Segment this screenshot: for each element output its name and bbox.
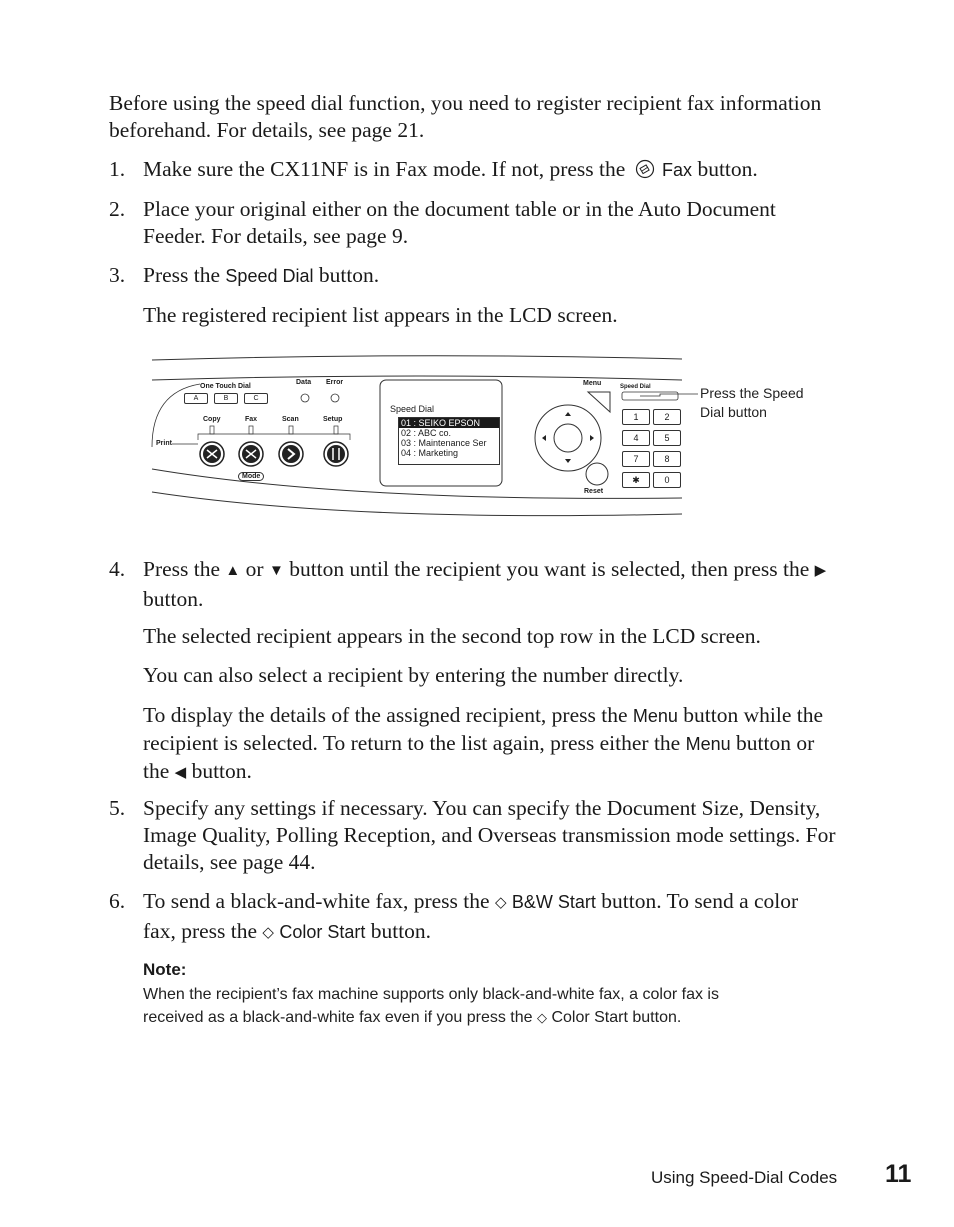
lcd-row: 02 : ABC co.	[401, 428, 452, 438]
speed-dial-button-label: Speed Dial	[225, 266, 314, 286]
step-3-text-before: Press the	[143, 263, 221, 287]
step-6-text	[143, 888, 873, 948]
step-5-number: 5.	[109, 796, 126, 820]
menu-button-label: Menu	[685, 734, 731, 754]
one-touch-key-a: A	[184, 393, 208, 404]
keypad-key-5: 5	[653, 430, 681, 446]
lcd-row: 04 : Marketing	[401, 448, 459, 458]
step-4-text	[143, 556, 873, 613]
start-diamond-icon: ◇	[262, 925, 274, 941]
reset-label: Reset	[584, 488, 604, 495]
step-2-line-2: Feeder. For details, see page 9.	[143, 224, 409, 248]
data-label: Data	[296, 379, 312, 386]
left-arrow-icon: ◀	[174, 765, 187, 781]
keypad-key-0: 0	[653, 472, 681, 488]
keypad-key-1: 1	[622, 409, 650, 425]
step-5-text	[143, 795, 873, 876]
keypad-key-7: 7	[622, 451, 650, 467]
setup-label: Setup	[323, 416, 343, 423]
lcd-row-selected: 01 : SEIKO EPSON	[399, 418, 499, 428]
fax-label: Fax	[245, 416, 258, 423]
step-1-text-after: button.	[697, 157, 758, 181]
keypad-key-8: 8	[653, 451, 681, 467]
step-2-text	[143, 196, 873, 250]
step-4-para-3-text-d: button or	[736, 731, 815, 755]
scan-label: Scan	[282, 416, 299, 423]
step-3-text	[143, 262, 873, 290]
step-4-para-3-text-e: the	[143, 759, 170, 783]
keypad-key-4: 4	[622, 430, 650, 446]
page-number: 11	[885, 1160, 912, 1188]
intro-paragraph	[109, 90, 869, 144]
step-5-line-3: details, see page 44.	[143, 850, 316, 874]
intro-line-2: beforehand. For details, see page 21.	[109, 118, 425, 142]
fax-mode-icon	[635, 159, 655, 179]
mode-label: Mode	[238, 472, 264, 481]
footer-section-title: Using Speed-Dial Codes	[651, 1168, 838, 1187]
menu-button-label: Menu	[632, 706, 678, 726]
step-4-para-3-text-f: button.	[191, 759, 252, 783]
step-4-text-a: Press the	[143, 557, 221, 581]
keypad-key-star: ✱	[622, 472, 650, 488]
step-4-line-2: button.	[143, 587, 204, 611]
bw-start-button-label: B&W Start	[511, 892, 596, 912]
step-6-text-c: fax, press the	[143, 919, 258, 943]
speed-dial-label: Speed Dial	[620, 384, 651, 390]
step-4-para-3-line-2	[143, 730, 873, 758]
right-arrow-icon: ▶	[814, 563, 827, 579]
note-text-a: received as a black-and-white fax even if you press the	[143, 1009, 533, 1026]
color-start-button-label: Color Start	[551, 1009, 628, 1026]
note-body	[143, 983, 863, 1029]
step-4-text-c: button until the recipient you want is selected, then press the	[289, 557, 810, 581]
start-diamond-icon: ◇	[494, 895, 507, 911]
callout-line-2: Dial button	[700, 404, 767, 420]
speed-dial-callout	[700, 384, 804, 422]
step-4-para-3-line-3	[143, 758, 873, 788]
step-3-text-after: button.	[318, 263, 380, 287]
step-6-text-a: To send a black-and-white fax, press the	[143, 889, 490, 913]
callout-line-1: Press the Speed	[700, 385, 804, 401]
start-diamond-icon: ◇	[537, 1010, 547, 1025]
step-4-para-3-line-1	[143, 702, 873, 730]
note-text-b: button.	[632, 1009, 682, 1026]
step-4-number: 4.	[109, 557, 126, 581]
step-4-para-3-text-b: button while the	[683, 703, 824, 727]
step-1-text	[143, 156, 873, 184]
menu-label: Menu	[583, 380, 602, 387]
step-1-text-before: Make sure the CX11NF is in Fax mode. If not, press the	[143, 157, 626, 181]
callout-leader-line	[640, 392, 700, 404]
print-label: Print	[156, 440, 172, 447]
step-4-para-3-text-c: recipient is selected. To return to the list again, press either the	[143, 731, 681, 755]
step-5-line-1: Specify any settings if necessary. You can specify the Document Size, Density,	[143, 796, 821, 820]
step-5-line-2: Image Quality, Polling Reception, and Overseas transmission mode settings. For	[143, 823, 836, 847]
step-4-line-1	[143, 556, 873, 586]
up-arrow-icon: ▲	[225, 563, 241, 579]
error-label: Error	[326, 379, 344, 386]
step-4-para-1: The selected recipient appears in the second top row in the LCD screen.	[143, 624, 761, 648]
down-arrow-icon: ▼	[268, 563, 284, 579]
note-title: Note:	[143, 960, 187, 979]
keypad-key-2: 2	[653, 409, 681, 425]
step-4-para-3	[143, 702, 873, 788]
note-line-2	[143, 1006, 863, 1029]
control-panel-figure	[150, 352, 690, 522]
step-6-number: 6.	[109, 889, 126, 913]
copy-label: Copy	[203, 416, 221, 423]
step-6-text-d: button.	[370, 919, 432, 943]
color-start-button-label: Color Start	[279, 922, 366, 942]
fax-button-label: Fax	[662, 160, 693, 180]
step-4-para-3-text-a: To display the details of the assigned recipient, press the	[143, 703, 628, 727]
note-line-1: When the recipient’s fax machine supports only black-and-white fax, a color fax is	[143, 986, 719, 1003]
step-3-followup: The registered recipient list appears in the LCD screen.	[143, 303, 618, 327]
lcd-list	[398, 417, 500, 465]
one-touch-key-b: B	[214, 393, 238, 404]
step-6-line-1	[143, 888, 873, 918]
lcd-screen	[390, 404, 500, 466]
step-6-text-b: button. To send a color	[601, 889, 799, 913]
step-3-number: 3.	[109, 263, 126, 287]
lcd-row: 03 : Maintenance Ser	[401, 438, 487, 448]
lcd-title: Speed Dial	[390, 404, 435, 414]
step-4-para-2: You can also select a recipient by entering the number directly.	[143, 663, 684, 687]
step-4-text-b: or	[245, 557, 264, 581]
step-2-line-1: Place your original either on the document table or in the Auto Document	[143, 197, 776, 221]
intro-line-1: Before using the speed dial function, you need to register recipient fax information	[109, 91, 822, 115]
one-touch-key-c: C	[244, 393, 268, 404]
one-touch-dial-label: One Touch Dial	[200, 383, 251, 390]
step-6-line-2	[143, 918, 873, 948]
step-2-number: 2.	[109, 197, 126, 221]
step-1-number: 1.	[109, 157, 126, 181]
